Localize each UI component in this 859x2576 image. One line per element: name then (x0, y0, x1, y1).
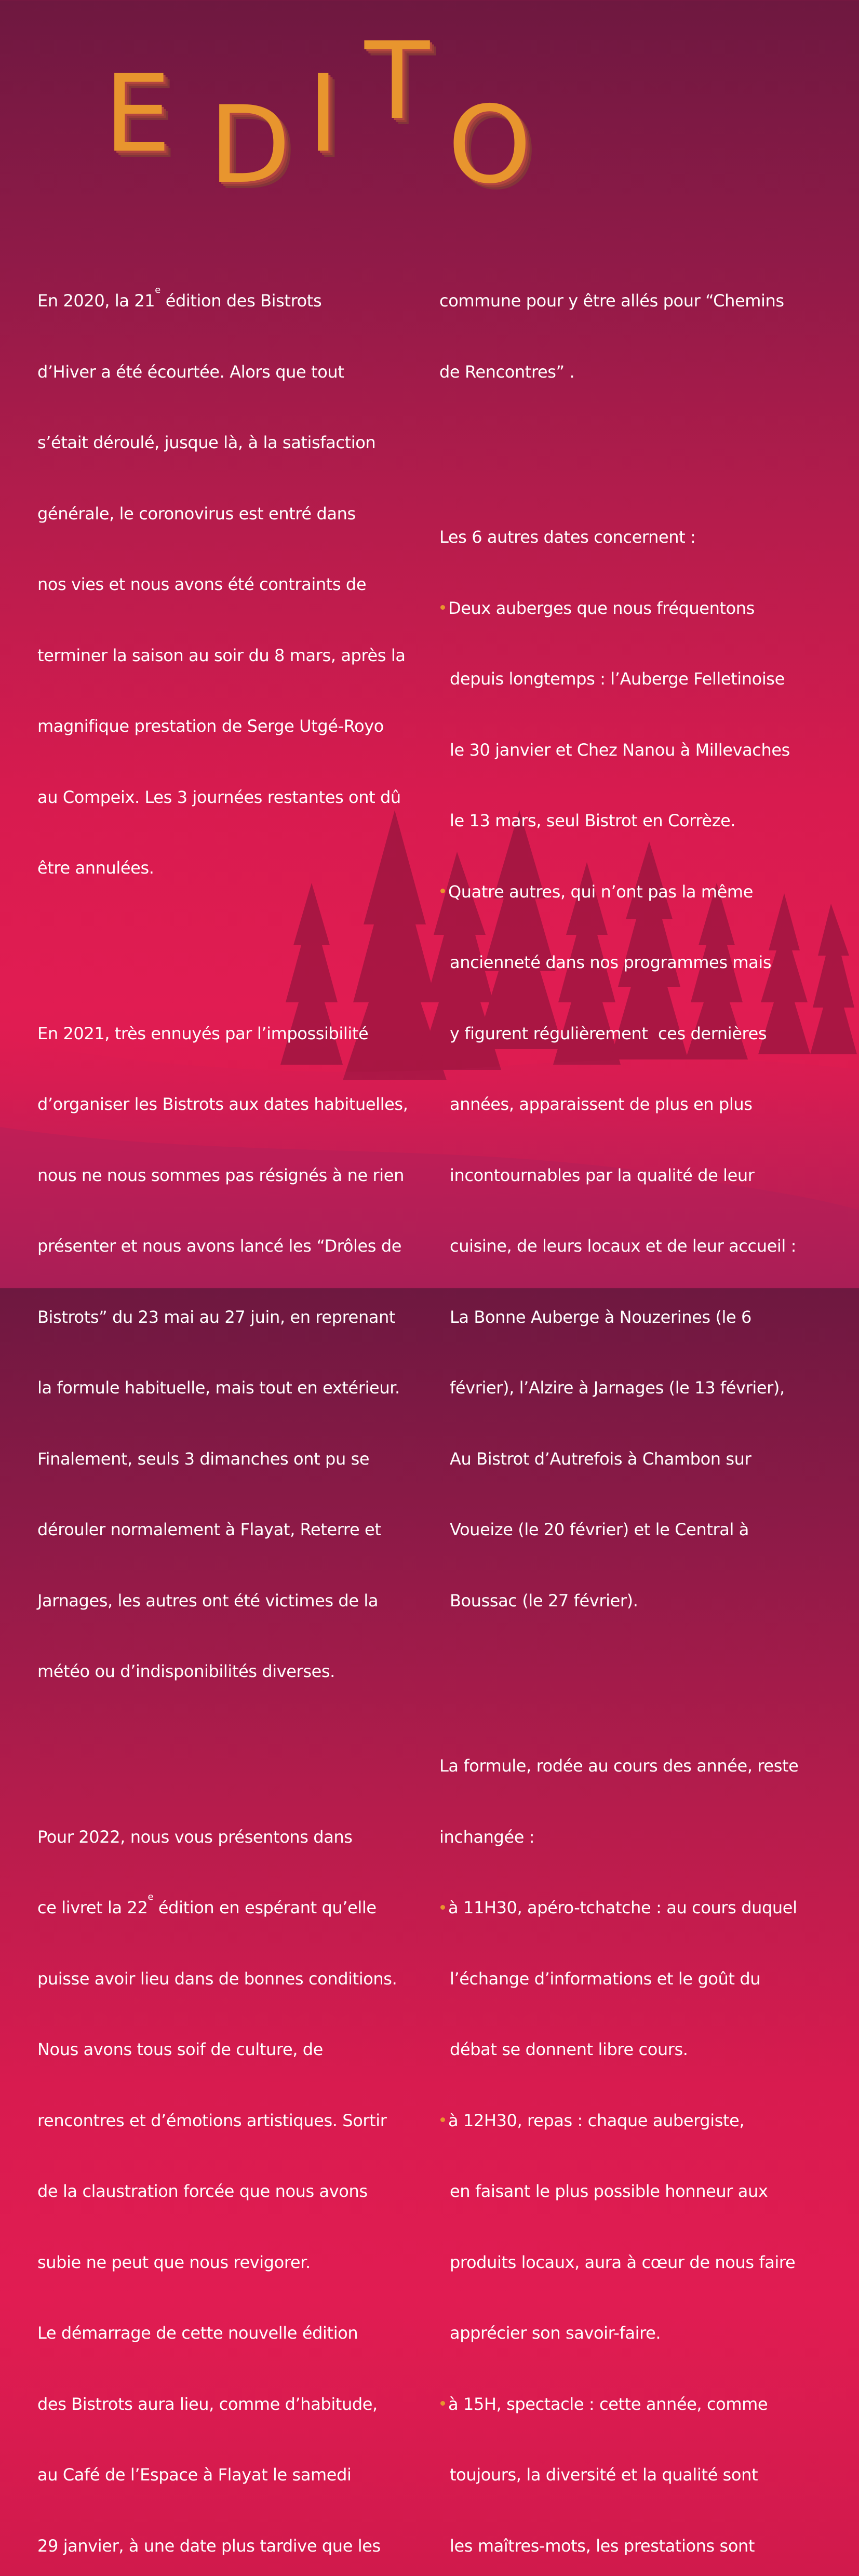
text-line: présenter et nous avons lancé les “Drôles de (37, 1236, 402, 1256)
text-line: apprécier son savoir-faire. (450, 2323, 661, 2343)
text-line: des Bistrots aura lieu, comme d’habitude, (37, 2394, 378, 2414)
left-column (37, 242, 422, 2576)
text-line: depuis longtemps : l’Auberge Felletinoise (450, 669, 785, 689)
text-line: le 13 mars, seul Bistrot en Corrèze. (450, 811, 736, 830)
text-line: Voueize (le 20 février) et le Central à (450, 1520, 749, 1539)
bullet-item: à 12H30, repas : chaque aubergiste, (439, 2109, 834, 2133)
text-line: terminer la saison au soir du 8 mars, après la (37, 645, 406, 665)
text-line: être annulées. (37, 858, 154, 878)
title-letter-d: D (209, 84, 291, 207)
text-line: La formule, rodée au cours des année, reste (439, 1756, 799, 1776)
text-line: au Compeix. Les 3 journées restantes ont dû (37, 787, 401, 807)
text-line: 29 janvier, à une date plus tardive que les (37, 2535, 381, 2556)
text-line: En 2021, très ennuyés par l’impossibilité (37, 1023, 369, 1043)
text-line: La Bonne Auberge à Nouzerines (le 6 (450, 1307, 752, 1327)
bullet-item: Quatre autres, qui n’ont pas la même (439, 880, 834, 904)
text-line: en faisant le plus possible honneur aux (450, 2181, 768, 2201)
edito-title (0, 0, 859, 218)
bullet-item: Deux auberges que nous fréquentons (439, 597, 834, 621)
text-line: de la claustration forcée que nous avons (37, 2181, 368, 2201)
text-line: nos vies et nous avons été contraints de (37, 574, 367, 594)
text-line: s’était déroulé, jusque là, à la satisfaction (37, 433, 376, 452)
paragraph-gap (37, 1731, 422, 1755)
text-line: au Café de l’Espace à Flayat le samedi (37, 2465, 352, 2485)
text-line: Boussac (le 27 février). (450, 1590, 638, 1611)
bullet-dot-icon (440, 889, 445, 893)
text-line: magnifique prestation de Serge Utgé-Royo (37, 716, 384, 736)
text-line: la formule habituelle, mais tout en extérieur. (37, 1378, 400, 1398)
text-line: générale, le coronovirus est entré dans (37, 503, 356, 524)
text-line: cuisine, de leurs locaux et de leur accueil : (450, 1236, 797, 1256)
text-line: Le démarrage de cette nouvelle édition (37, 2323, 358, 2343)
text-line: puisse avoir lieu dans de bonnes conditions. (37, 1968, 397, 1989)
text-line: météo ou d’indisponibilités diverses. (37, 1661, 335, 1681)
title-letter-e: E (104, 52, 171, 176)
text-line: ce livret la 22e édition en espérant qu’elle (37, 1891, 377, 1917)
text-line: Jarnages, les autres ont été victimes de la (37, 1590, 379, 1611)
text-line: Nous avons tous soif de culture, de (37, 2040, 323, 2059)
text-line: Pour 2022, nous vous présentons dans (37, 1827, 353, 1847)
paragraph-gap (37, 928, 422, 951)
text-line: l’échange d’informations et le goût du (450, 1968, 761, 1989)
text-line: de Rencontres” . (439, 361, 575, 382)
bullet-dot-icon (440, 605, 445, 610)
right-column (439, 242, 834, 2576)
paragraph-gap (439, 431, 834, 455)
bullet-item: à 11H30, apéro-tchatche : au cours duquel (439, 1896, 834, 1920)
bullet-item: à 15H, spectacle : cette année, comme (439, 2393, 834, 2417)
text-line: En 2020, la 21e édition des Bistrots (37, 285, 322, 311)
text-line: Les 6 autres dates concernent : (439, 527, 696, 547)
bullet-dot-icon (440, 2401, 445, 2406)
text-line: débat se donnent libre cours. (450, 2040, 688, 2059)
text-line: inchangée : (439, 1827, 535, 1847)
title-letter-i: I (307, 52, 339, 176)
bullet-dot-icon (440, 1905, 445, 1910)
text-line: février), l’Alzire à Jarnages (le 13 février), (450, 1378, 785, 1398)
paragraph-gap (439, 1660, 834, 1684)
text-line: les maîtres-mots, les prestations sont (450, 2535, 755, 2556)
text-line: y figurent régulièrement ces dernières (450, 1023, 767, 1043)
bullet-dot-icon (440, 2117, 445, 2122)
title-letter-t: T (365, 20, 430, 143)
text-line: dérouler normalement à Flayat, Reterre et (37, 1520, 381, 1539)
text-line: Bistrots” du 23 mai au 27 juin, en reprenant (37, 1307, 396, 1327)
text-line: Au Bistrot d’Autrefois à Chambon sur (450, 1448, 751, 1469)
text-line: années, apparaissent de plus en plus (450, 1094, 753, 1114)
text-line: Finalement, seuls 3 dimanches ont pu se (37, 1448, 370, 1469)
text-line: ancienneté dans nos programmes mais (450, 952, 772, 972)
text-line: d’Hiver a été écourtée. Alors que tout (37, 361, 344, 382)
text-line: produits locaux, aura à cœur de nous faire (450, 2252, 796, 2272)
text-line: rencontres et d’émotions artistiques. Sortir (37, 2110, 387, 2130)
text-line: le 30 janvier et Chez Nanou à Millevaches (450, 740, 790, 760)
title-letter-o: O (448, 84, 532, 207)
text-line: d’organiser les Bistrots aux dates habituelles, (37, 1094, 408, 1114)
text-line: nous ne nous sommes pas résignés à ne rien (37, 1165, 404, 1185)
text-line: toujours, la diversité et la qualité sont (450, 2465, 758, 2485)
text-line: commune pour y être allés pour “Chemins (439, 291, 784, 311)
text-line: incontournables par la qualité de leur (450, 1165, 755, 1185)
text-line: subie ne peut que nous revigorer. (37, 2252, 311, 2272)
